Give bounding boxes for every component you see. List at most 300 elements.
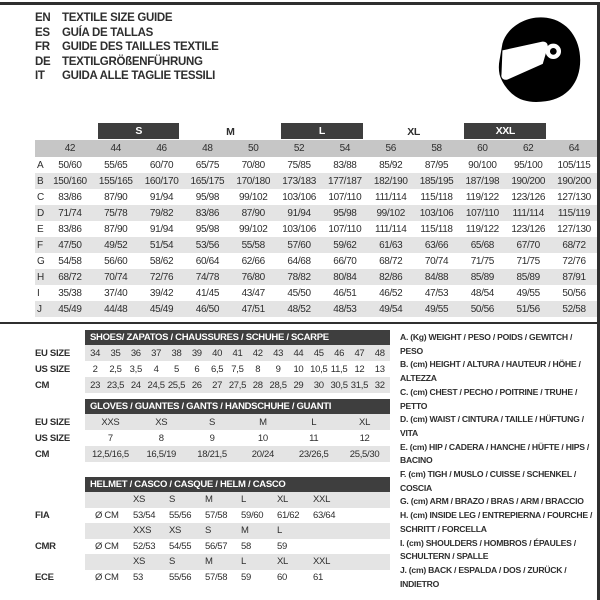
table-cell: 87/95 — [424, 159, 449, 171]
table-cell: 45/50 — [287, 287, 311, 299]
table-cell: 99/102 — [238, 223, 268, 235]
column-header: 58 — [431, 143, 442, 154]
table-cell: L — [277, 525, 282, 537]
table-cell: 83/86 — [58, 191, 82, 203]
row-values — [85, 492, 390, 508]
table-cell: 36 — [130, 347, 141, 359]
table-cell: 23,5 — [106, 379, 125, 391]
table-cell: 71/75 — [516, 255, 540, 267]
table-cell: 99/102 — [238, 191, 268, 203]
column-header: 62 — [522, 143, 534, 154]
row-label: D — [37, 207, 44, 219]
row-label: H — [37, 271, 44, 283]
table-cell: 2 — [92, 363, 98, 375]
table-cell: 103/106 — [419, 207, 454, 219]
table-cell: 107/110 — [465, 207, 499, 219]
table-cell: 82/86 — [379, 271, 403, 283]
table-cell: 165/175 — [190, 175, 225, 187]
table-cell: XS — [169, 525, 182, 537]
table-cell: 70/74 — [424, 255, 449, 267]
table-cell: 50/56 — [562, 287, 586, 299]
unit-label: Ø CM — [95, 540, 119, 552]
table-cell: 11 — [309, 432, 319, 444]
table-cell: M — [205, 494, 213, 506]
table-cell: 115/118 — [420, 191, 453, 203]
table-cell: 83/88 — [333, 159, 357, 171]
table-cell: 87/90 — [104, 191, 128, 203]
table-cell: 23 — [90, 379, 101, 391]
table-cell: 75/85 — [287, 159, 311, 171]
table-cell: 46/52 — [379, 287, 403, 299]
table-cell: 50/60 — [58, 159, 82, 171]
table-cell: 18/21,5 — [197, 448, 227, 460]
table-cell: 41 — [232, 347, 243, 359]
language-row — [35, 69, 219, 84]
table-cell: XS — [133, 494, 146, 506]
row-label: US SIZE — [35, 363, 70, 375]
table-row — [35, 157, 597, 173]
table-cell: 48/53 — [333, 303, 357, 315]
table-cell: 57/58 — [205, 571, 228, 583]
column-header: 46 — [156, 143, 167, 154]
table-row — [35, 414, 390, 430]
table-row — [35, 430, 390, 446]
table-row — [35, 221, 597, 237]
size-band-m: M — [226, 125, 235, 138]
table-cell: 61/62 — [277, 509, 300, 521]
table-cell: 127/130 — [557, 191, 591, 203]
table-cell: XS — [155, 416, 168, 428]
row-label: B — [37, 175, 44, 187]
size-band-l — [276, 123, 368, 140]
table-cell: 41/45 — [195, 287, 220, 299]
table-cell: 95/98 — [195, 191, 220, 203]
table-cell: 31,5 — [350, 379, 369, 391]
table-cell: 66/70 — [333, 255, 357, 267]
table-cell: 119/122 — [465, 223, 499, 235]
table-cell: 107/110 — [328, 191, 362, 203]
row-values — [85, 539, 390, 555]
table-cell: 25,5/30 — [349, 448, 380, 460]
size-band-spacer — [47, 123, 93, 140]
table-cell: 91/94 — [287, 207, 311, 219]
table-cell: 65/75 — [195, 159, 220, 171]
gloves-table — [35, 399, 390, 462]
table-cell: 85/89 — [516, 271, 540, 283]
size-band-pill: L — [281, 123, 363, 139]
gloves-table-body — [35, 414, 390, 462]
row-values — [85, 430, 390, 446]
table-cell: 127/130 — [557, 223, 591, 235]
language-code: ES — [35, 26, 50, 39]
helmet-icon-graphic — [487, 12, 587, 108]
table-cell: 49/52 — [104, 239, 128, 251]
row-label: EU SIZE — [35, 347, 70, 359]
table-cell: 60/64 — [195, 255, 220, 267]
table-cell: 61 — [313, 571, 323, 583]
table-cell: XL — [359, 416, 371, 428]
table-cell: 99/102 — [376, 207, 405, 219]
row-label: US SIZE — [35, 432, 70, 444]
table-cell: 30,5 — [330, 379, 348, 391]
table-cell: 107/110 — [328, 223, 362, 235]
table-cell: 190/200 — [557, 175, 591, 187]
table-cell: 38 — [171, 347, 182, 359]
table-cell: 103/106 — [282, 191, 316, 203]
row-values — [85, 414, 390, 430]
row-values — [85, 377, 390, 393]
table-cell: 51/54 — [149, 239, 174, 251]
row-values — [85, 508, 390, 524]
table-cell: 47 — [354, 347, 365, 359]
legend-item: G. (cm) ARM / BRAZO / BRAS / ARM / BRACCIO — [400, 496, 584, 507]
table-cell: 44/48 — [104, 303, 128, 315]
table-cell: 177/187 — [328, 175, 362, 187]
table-cell: 46/51 — [333, 287, 357, 299]
table-cell: 27,5 — [228, 379, 247, 391]
table-row — [35, 301, 597, 317]
table-cell: 74/78 — [195, 271, 220, 283]
table-cell: 37/40 — [104, 287, 128, 299]
table-cell: 48 — [374, 347, 385, 359]
row-label: J — [37, 303, 42, 315]
row-values — [85, 345, 390, 361]
column-header: 50 — [248, 143, 259, 154]
table-cell: 87/90 — [241, 207, 265, 219]
table-cell: 10,5 — [310, 363, 328, 375]
table-cell: 8 — [158, 432, 164, 444]
row-label: CMR — [35, 540, 56, 552]
legend-item: A. (Kg) WEIGHT / PESO / POIDS / GEWITCH / PESO — [400, 332, 573, 356]
table-cell: 35 — [110, 347, 121, 359]
table-cell: 75/78 — [104, 207, 128, 219]
table-cell: 76/80 — [241, 271, 265, 283]
table-cell: 40 — [212, 347, 223, 359]
table-cell: 71/75 — [470, 255, 494, 267]
unit-label: Ø CM — [95, 509, 119, 521]
table-cell: 39 — [191, 347, 202, 359]
table-cell: 65/68 — [470, 239, 494, 251]
language-row — [35, 55, 219, 70]
table-cell: 85/92 — [379, 159, 403, 171]
language-label: GUIDA ALLE TAGLIE TESSILI — [62, 70, 216, 83]
table-cell: XL — [277, 494, 289, 506]
table-cell: 62/66 — [241, 255, 265, 267]
table-cell: 27 — [212, 379, 223, 391]
legend-item: I. (cm) SHOULDERS / HOMBROS / ÉPAULES / SCHULTERN / SPALLE — [400, 537, 576, 562]
table-cell: 155/165 — [98, 175, 133, 187]
table-cell: 58 — [241, 540, 251, 552]
language-code: IT — [35, 70, 45, 83]
legend-item: H. (cm) INSIDE LEG / ENTREPIERNA / FOURCHE / SCHRITT / FORCELLA — [400, 510, 593, 534]
row-label: EU SIZE — [35, 416, 70, 428]
table-row — [35, 570, 390, 586]
table-cell: 16,5/19 — [146, 448, 177, 460]
table-cell: 115/119 — [557, 207, 591, 219]
language-row — [35, 11, 219, 26]
table-cell: 24,5 — [147, 379, 165, 391]
table-cell: 91/94 — [149, 191, 174, 203]
table-row — [35, 173, 597, 189]
table-cell: L — [311, 416, 317, 428]
top-border-line — [0, 2, 600, 5]
table-cell: 10 — [293, 363, 304, 375]
table-cell: 68/72 — [379, 255, 403, 267]
row-label: ECE — [35, 571, 54, 583]
language-label: GUÍA DE TALLAS — [62, 26, 153, 39]
legend-item: D. (cm) WAIST / CINTURA / TAILLE / HÜFTUNG / VITA — [400, 414, 584, 438]
language-title-block — [35, 11, 219, 84]
language-code: DE — [35, 55, 51, 68]
table-cell: 187/198 — [465, 175, 500, 187]
table-cell: 49/55 — [424, 303, 449, 315]
table-cell: 59 — [277, 540, 287, 552]
table-cell: 55/56 — [169, 509, 192, 521]
table-cell: 47/51 — [241, 303, 265, 315]
table-cell: 103/106 — [282, 223, 316, 235]
table-cell: 68/72 — [562, 239, 586, 251]
legend-item: B. (cm) HEIGHT / ALTURA / HAUTEUR / HÖHE / ALTEZZA — [400, 359, 581, 384]
language-code: EN — [35, 12, 51, 24]
table-row — [35, 361, 390, 377]
table-cell: 4 — [153, 363, 159, 375]
row-values — [85, 570, 390, 586]
table-cell: 10 — [257, 432, 268, 444]
column-header-row — [35, 140, 597, 157]
table-cell: 25,5 — [167, 379, 186, 391]
table-cell: 51/56 — [516, 303, 540, 315]
table-cell: 68/72 — [58, 271, 82, 283]
helmet-size-table — [35, 477, 390, 585]
table-cell: 55/56 — [169, 571, 192, 583]
row-label — [35, 523, 85, 539]
shoes-table — [35, 330, 390, 393]
table-cell: 13 — [374, 363, 385, 375]
table-cell: 119/122 — [465, 191, 499, 203]
table-cell: 56/57 — [205, 540, 228, 552]
row-label — [35, 554, 85, 570]
table-cell: 80/84 — [333, 271, 357, 283]
table-cell: 111/114 — [512, 207, 544, 219]
table-cell: 12,5/16,5 — [91, 448, 129, 460]
table-cell: S — [205, 525, 212, 537]
helmet-table-body — [35, 492, 390, 585]
textile-size-table — [35, 123, 597, 317]
table-cell: 111/114 — [374, 191, 407, 203]
language-row — [35, 40, 219, 55]
table-cell: 43 — [273, 347, 284, 359]
table-row — [35, 253, 597, 269]
size-band-xl: XL — [407, 125, 420, 138]
table-cell: 63/64 — [313, 509, 336, 521]
table-cell: 20/24 — [251, 448, 275, 460]
table-row — [35, 269, 597, 285]
table-cell: 55/58 — [241, 239, 265, 251]
size-band-pill: S — [98, 123, 180, 139]
table-cell: 91/94 — [149, 223, 174, 235]
table-cell: M — [241, 525, 249, 537]
table-row — [35, 523, 390, 539]
table-cell: 37 — [151, 347, 162, 359]
measurement-legend — [400, 331, 597, 591]
table-cell: L — [241, 494, 246, 506]
table-cell: 48/54 — [470, 287, 494, 299]
table-cell: 160/170 — [144, 175, 179, 187]
table-cell: 5 — [173, 363, 179, 375]
table-cell: 55/65 — [104, 159, 128, 171]
table-cell: 170/180 — [236, 175, 271, 187]
table-cell: 29 — [293, 379, 304, 391]
table-cell: 59/62 — [333, 239, 357, 251]
table-cell: 58/62 — [149, 255, 174, 267]
table-cell: 90/100 — [468, 159, 497, 171]
table-cell: 72/76 — [562, 255, 586, 267]
table-cell: 56/60 — [104, 255, 128, 267]
table-cell: XXL — [313, 556, 331, 568]
table-cell: 63/66 — [424, 239, 449, 251]
column-header: 42 — [64, 143, 76, 154]
column-header: 52 — [293, 143, 305, 154]
table-cell: 28 — [252, 379, 263, 391]
table-cell: 57/58 — [205, 509, 228, 521]
table-cell: M — [205, 556, 213, 568]
table-cell: 84/88 — [424, 271, 449, 283]
table-cell: 60/70 — [149, 159, 174, 171]
row-label: FIA — [35, 509, 50, 521]
table-cell: XL — [277, 556, 289, 568]
language-row — [35, 26, 219, 41]
table-row — [35, 446, 390, 462]
table-cell: 28,5 — [269, 379, 287, 391]
column-header: 54 — [339, 143, 351, 154]
table-cell: 61/63 — [379, 239, 403, 251]
table-row — [35, 539, 390, 555]
size-band-row — [47, 123, 597, 140]
shoes-table-title: SHOES/ ZAPATOS / CHAUSSURES / SCHUHE / SCARPE — [85, 330, 390, 345]
legend-item: J. (cm) BACK / ESPALDA / DOS / ZURÜCK / INDIETRO — [400, 564, 567, 589]
table-cell: 45 — [313, 347, 324, 359]
row-label: I — [37, 287, 40, 299]
table-cell: 48/52 — [287, 303, 311, 315]
language-label: TEXTILE SIZE GUIDE — [62, 12, 173, 24]
table-cell: 53/56 — [195, 239, 220, 251]
row-label: CM — [35, 379, 50, 391]
row-label: C — [37, 191, 44, 203]
table-cell: XXS — [133, 525, 152, 537]
table-row — [35, 492, 390, 508]
table-cell: 72/76 — [149, 271, 174, 283]
table-row — [35, 345, 390, 361]
table-cell: 190/200 — [511, 175, 546, 187]
table-cell: 39/42 — [149, 287, 174, 299]
row-label: G — [37, 255, 45, 267]
table-row — [35, 554, 390, 570]
table-cell: 115/118 — [420, 223, 453, 235]
legend-item: C. (cm) CHEST / PECHO / POITRINE / TRUHE / PETTO — [400, 386, 578, 411]
table-cell: 105/115 — [557, 159, 591, 171]
table-cell: 6 — [194, 363, 200, 375]
table-cell: 9 — [209, 432, 215, 444]
table-cell: 11,5 — [330, 363, 348, 375]
table-cell: S — [169, 556, 176, 568]
table-row — [35, 508, 390, 524]
column-header: 64 — [568, 143, 580, 154]
table-cell: 23/26,5 — [298, 448, 329, 460]
table-cell: 64/68 — [287, 255, 311, 267]
table-cell: 6,5 — [210, 363, 224, 375]
row-label: CM — [35, 448, 50, 460]
table-cell: 47/53 — [424, 287, 449, 299]
table-cell: 95/100 — [513, 159, 543, 171]
helmet-icon — [487, 12, 587, 108]
table-cell: 67/70 — [516, 239, 540, 251]
table-cell: 49/55 — [516, 287, 540, 299]
table-cell: XXL — [313, 494, 331, 506]
size-band-xxl — [459, 123, 551, 140]
section-divider-line — [0, 322, 600, 324]
table-cell: 46/50 — [195, 303, 220, 315]
table-cell: 34 — [90, 347, 101, 359]
table-cell: 78/82 — [287, 271, 311, 283]
table-cell: 59/60 — [241, 509, 264, 521]
table-cell: 83/86 — [195, 207, 220, 219]
shoes-table-body — [35, 345, 390, 393]
table-cell: 71/74 — [58, 207, 82, 219]
table-row — [35, 285, 597, 301]
language-code: FR — [35, 41, 50, 54]
table-cell: 45/49 — [58, 303, 82, 315]
table-cell: 70/74 — [104, 271, 128, 283]
table-cell: XXS — [101, 416, 120, 428]
table-cell: 57/60 — [287, 239, 311, 251]
table-cell: 2,5 — [109, 363, 122, 375]
table-cell: 83/86 — [58, 223, 82, 235]
table-cell: 8 — [255, 363, 261, 375]
row-label: F — [37, 239, 43, 251]
row-label: A — [37, 159, 44, 171]
unit-label: Ø CM — [95, 571, 119, 583]
size-band-spacer — [551, 123, 597, 140]
textile-table-body — [35, 157, 597, 317]
table-cell: 7 — [107, 432, 113, 444]
legend-item: F. (cm) TIGH / MUSLO / CUISSE / SCHENKEL / COSCIA — [400, 469, 577, 493]
table-cell: 95/98 — [333, 207, 357, 219]
table-cell: 45/49 — [149, 303, 174, 315]
table-row — [35, 377, 390, 393]
table-cell: 87/91 — [562, 271, 586, 283]
table-cell: 30 — [313, 379, 324, 391]
table-cell: 150/160 — [53, 175, 87, 187]
row-values — [85, 554, 390, 570]
table-row — [35, 189, 597, 205]
table-cell: 185/195 — [419, 175, 454, 187]
table-cell: M — [259, 416, 267, 428]
language-label: GUIDE DES TAILLES TEXTILE — [62, 41, 219, 54]
table-cell: 70/80 — [241, 159, 265, 171]
helmet-table-title: HELMET / CASCO / CASQUE / HELM / CASCO — [85, 477, 390, 492]
table-cell: S — [169, 494, 176, 506]
table-cell: 182/190 — [373, 175, 408, 187]
language-label: TEXTILGRÖßENFÜHRUNG — [62, 55, 203, 68]
table-cell: 123/126 — [511, 191, 546, 203]
table-cell: 52/53 — [133, 540, 156, 552]
column-header: 60 — [477, 143, 488, 154]
column-header: 44 — [110, 143, 121, 154]
table-cell: 32 — [374, 379, 385, 391]
column-header: 48 — [202, 143, 213, 154]
table-cell: 59 — [241, 571, 251, 583]
table-cell: 49/54 — [379, 303, 403, 315]
